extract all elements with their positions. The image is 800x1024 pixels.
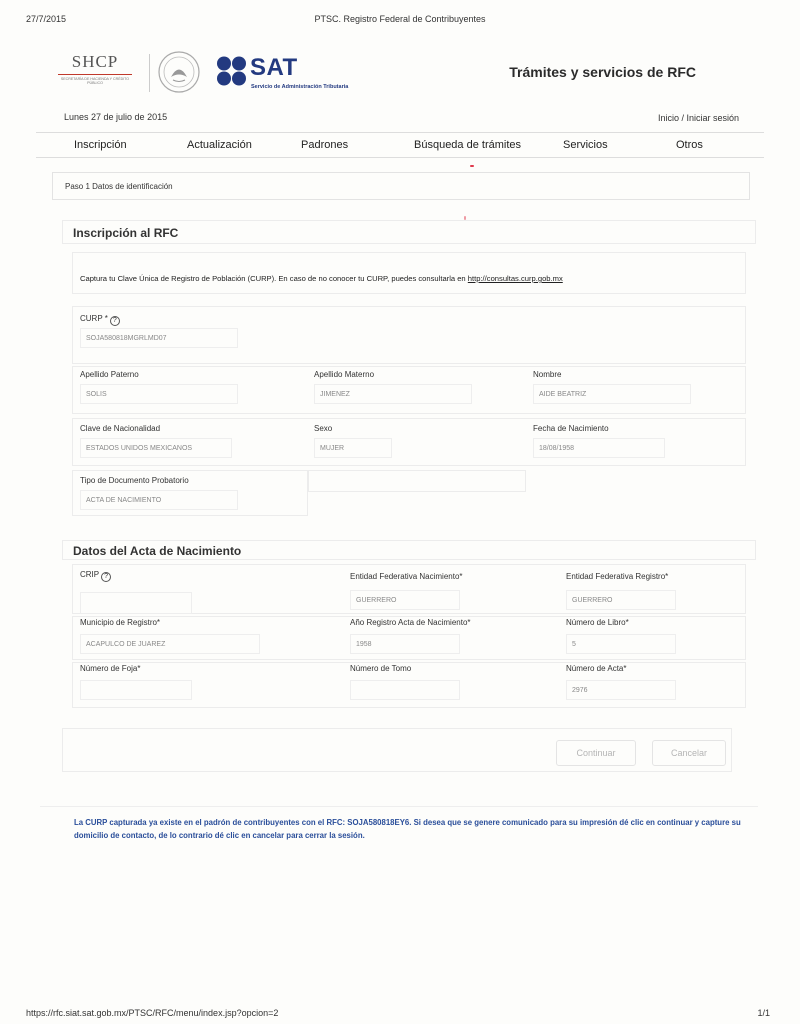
- logo-divider: [149, 54, 150, 92]
- nav-padrones[interactable]: Padrones: [301, 139, 349, 151]
- apellido-materno-input[interactable]: JIMENEZ: [314, 384, 472, 404]
- municipio-select[interactable]: ACAPULCO DE JUAREZ: [80, 634, 260, 654]
- sexo-label: Sexo: [314, 424, 333, 433]
- fecha-nacimiento-input[interactable]: 18/08/1958: [533, 438, 665, 458]
- nacionalidad-label: Clave de Nacionalidad: [80, 424, 161, 433]
- apellido-materno-label: Apellido Materno: [314, 370, 375, 379]
- apellido-paterno-input[interactable]: SOLIS: [80, 384, 238, 404]
- numero-acta-input[interactable]: 2976: [566, 680, 676, 700]
- shcp-logo-subtitle: SECRETARÍA DE HACIENDA Y CRÉDITO PÚBLICO: [60, 77, 130, 85]
- home-link[interactable]: Inicio: [658, 113, 680, 123]
- help-icon[interactable]: ?: [110, 316, 120, 326]
- fecha-nacimiento-label: Fecha de Nacimiento: [533, 424, 609, 433]
- nav-busqueda-tramites[interactable]: Búsqueda de trámites: [414, 139, 522, 151]
- nav-otros[interactable]: Otros: [676, 139, 703, 151]
- nav-inscripcion[interactable]: Inscripción: [74, 139, 127, 151]
- cancelar-button[interactable]: Cancelar: [652, 740, 726, 766]
- curp-consult-link[interactable]: http://consultas.curp.gob.mx: [467, 274, 563, 283]
- scan-speck: [464, 216, 466, 220]
- step-indicator: [52, 172, 750, 200]
- help-icon[interactable]: ?: [101, 572, 111, 582]
- nombre-label: Nombre: [533, 370, 562, 379]
- documento-input[interactable]: ACTA DE NACIMIENTO: [80, 490, 238, 510]
- print-footer: [0, 1008, 800, 1022]
- header-links: [658, 113, 739, 123]
- sat-logo-text: SAT: [250, 54, 298, 81]
- crip-input[interactable]: [80, 592, 192, 614]
- curp-input[interactable]: SOJA580818MGRLMD07: [80, 328, 238, 348]
- continuar-button[interactable]: Continuar: [556, 740, 636, 766]
- national-seal-icon: [157, 50, 201, 94]
- step-label: Paso 1 Datos de identificación: [65, 182, 173, 191]
- curp-label: CURP * ?: [80, 314, 120, 326]
- print-header: [0, 14, 800, 28]
- entidad-nacimiento-label: Entidad Federativa Nacimiento*: [350, 572, 463, 581]
- print-date: 27/7/2015: [26, 14, 67, 24]
- main-nav: [36, 132, 764, 158]
- login-link[interactable]: Iniciar sesión: [686, 113, 740, 123]
- municipio-label: Municipio de Registro*: [80, 618, 161, 627]
- nombre-input[interactable]: AIDE BEATRIZ: [533, 384, 691, 404]
- sat-logo-subtitle: Servicio de Administración Tributaria: [251, 84, 349, 90]
- print-url: https://rfc.siat.sat.gob.mx/PTSC/RFC/menu/index.jsp?opcion=2: [26, 1008, 279, 1018]
- entidad-registro-label: Entidad Federativa Registro*: [566, 572, 669, 581]
- scan-speck: [470, 165, 474, 167]
- shcp-logo-text: SHCP: [71, 52, 119, 71]
- anio-registro-input[interactable]: 1958: [350, 634, 460, 654]
- sat-dots-icon: [216, 56, 248, 86]
- numero-libro-label: Número de Libro*: [566, 618, 629, 627]
- sexo-input[interactable]: MUJER: [314, 438, 392, 458]
- numero-foja-label: Número de Foja*: [80, 664, 141, 673]
- nav-actualizacion[interactable]: Actualización: [187, 139, 252, 151]
- entidad-registro-select[interactable]: GUERRERO: [566, 590, 676, 610]
- numero-acta-label: Número de Acta*: [566, 664, 627, 673]
- current-date: Lunes 27 de julio de 2015: [64, 112, 168, 122]
- print-page-number: 1/1: [757, 1008, 770, 1018]
- anio-registro-label: Año Registro Acta de Nacimiento*: [350, 618, 471, 627]
- sat-logo: [216, 54, 386, 94]
- numero-tomo-input[interactable]: [350, 680, 460, 700]
- numero-foja-input[interactable]: [80, 680, 192, 700]
- crip-label: CRIP ?: [80, 570, 111, 582]
- apellido-paterno-label: Apellido Paterno: [80, 370, 139, 379]
- print-title: PTSC. Registro Federal de Contribuyentes: [314, 14, 486, 24]
- nacionalidad-input[interactable]: ESTADOS UNIDOS MEXICANOS: [80, 438, 232, 458]
- shcp-logo: [54, 52, 136, 92]
- entidad-nacimiento-select[interactable]: GUERRERO: [350, 590, 460, 610]
- documento-label: Tipo de Documento Probatorio: [80, 476, 189, 485]
- nav-servicios[interactable]: Servicios: [563, 139, 608, 151]
- intro-text: [80, 274, 563, 283]
- message-text: La CURP capturada ya existe en el padrón de contribuyentes con el RFC: SOJA580818EY6. Si desea que se genere comunicado para su impresión dé clic en continuar y capture su domicilio de contacto, de lo contrario dé clic en cancelar para cerrar la sesión.: [74, 818, 741, 840]
- site-title: Trámites y servicios de RFC: [509, 64, 696, 80]
- numero-libro-input[interactable]: 5: [566, 634, 676, 654]
- curp-exists-message: [40, 806, 758, 848]
- intro-message: Captura tu Clave Única de Registro de Población (CURP). En caso de no conocer tu CURP, puedes consultarla en: [80, 274, 468, 283]
- section1-title: Inscripción al RFC: [73, 226, 179, 240]
- document-row-filler: [308, 470, 526, 492]
- intro-box: [72, 252, 746, 294]
- logo-bar: [54, 48, 754, 98]
- header-link-separator: /: [679, 113, 687, 123]
- numero-tomo-label: Número de Tomo: [350, 664, 412, 673]
- section2-title: Datos del Acta de Nacimiento: [73, 544, 242, 558]
